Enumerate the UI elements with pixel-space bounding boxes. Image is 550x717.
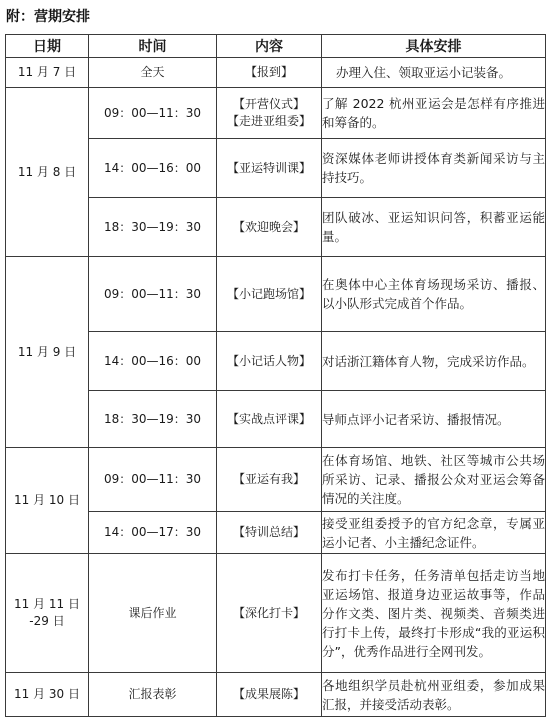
content-cell [217, 257, 322, 332]
date-cell [6, 448, 89, 554]
content-text: 【小记话人物】 [226, 353, 311, 368]
content-cell [217, 554, 322, 673]
date-cell [6, 257, 89, 448]
time-cell: 全天 [89, 58, 217, 88]
time-cell: 18：30—19：30 [89, 198, 217, 257]
detail-cell: 团队破冰、亚运知识问答，积蓄亚运能量。 [322, 198, 546, 257]
content-cell [217, 391, 322, 448]
content-text: 【开营仪式】 [232, 97, 305, 111]
table-row [6, 448, 546, 512]
content-text: 【小记跑场馆】 [226, 286, 311, 301]
date-cell [6, 554, 89, 673]
table-row [6, 88, 546, 139]
time-cell: 18：30—19：30 [89, 391, 217, 448]
date-text: -29 日 [29, 614, 65, 628]
detail-cell: 导师点评小记者采访、播报情况。 [322, 391, 546, 448]
detail-cell: 在奥体中心主体育场现场采访、播报、以小队形式完成首个作品。 [322, 257, 546, 332]
content-text: 【深化打卡】 [232, 605, 305, 620]
page-heading: 附：营期安排 [6, 9, 90, 25]
content-cell [217, 88, 322, 139]
content-text: 【实战点评课】 [226, 411, 311, 426]
time-cell: 课后作业 [89, 554, 217, 673]
date-text: 11 月 8 日 [17, 164, 77, 179]
content-cell [217, 198, 322, 257]
time-cell: 09：00—11：30 [89, 88, 217, 139]
content-cell [217, 673, 322, 717]
date-cell [6, 58, 89, 88]
date-text: 11 月 30 日 [14, 687, 80, 701]
date-cell [6, 88, 89, 257]
column-header-content: 内容 [217, 35, 322, 58]
content-text: 【亚运有我】 [232, 472, 305, 486]
content-cell [217, 448, 322, 512]
content-text: 【特训总结】 [232, 525, 305, 539]
table-row [6, 554, 546, 673]
date-cell [6, 673, 89, 717]
time-cell: 汇报表彰 [89, 673, 217, 717]
table-row [6, 58, 546, 88]
content-cell [217, 58, 322, 88]
content-text: 【报到】 [244, 65, 293, 79]
time-cell: 14：00—16：00 [89, 332, 217, 391]
content-text: 【走进亚组委】 [226, 114, 311, 128]
column-header-date: 日期 [6, 35, 89, 58]
detail-cell: 了解 2022 杭州亚运会是怎样有序推进和筹备的。 [322, 88, 546, 139]
date-text: 11 月 7 日 [17, 65, 77, 79]
table-row [6, 673, 546, 717]
date-text: 11 月 11 日 [14, 597, 80, 611]
detail-cell: 办理入住、领取亚运小记装备。 [322, 58, 546, 88]
header-row [6, 35, 546, 58]
content-text: 【成果展陈】 [232, 687, 305, 701]
content-cell [217, 139, 322, 198]
detail-cell: 资深媒体老师讲授体育类新闻采访与主持技巧。 [322, 139, 546, 198]
time-cell: 09：00—11：30 [89, 448, 217, 512]
content-cell [217, 512, 322, 554]
detail-cell: 发布打卡任务，任务清单包括走访当地亚运场馆、报道身边亚运故事等，作品分作文类、图片类、视频类、音频类进行打卡上传，最终打卡形成“我的亚运积分”，优秀作品进行全网刊发。 [322, 554, 546, 673]
time-cell: 14：00—16：00 [89, 139, 217, 198]
detail-cell: 对话浙江籍体育人物，完成采访作品。 [322, 332, 546, 391]
date-text: 11 月 9 日 [17, 344, 77, 359]
content-text: 【亚运特训课】 [226, 160, 311, 175]
time-cell: 09：00—11：30 [89, 257, 217, 332]
date-text: 11 月 10 日 [14, 493, 80, 507]
detail-cell: 在体育场馆、地铁、社区等城市公共场所采访、记录、播报公众对亚运会筹备情况的关注度。 [322, 448, 546, 512]
schedule-table [5, 34, 546, 717]
table-row [6, 257, 546, 332]
column-header-detail: 具体安排 [322, 35, 546, 58]
column-header-time: 时间 [89, 35, 217, 58]
detail-cell: 接受亚组委授予的官方纪念章，专属亚运小记者、小主播纪念证件。 [322, 512, 546, 554]
content-text: 【欢迎晚会】 [232, 219, 305, 234]
content-cell [217, 332, 322, 391]
time-cell: 14：00—17：30 [89, 512, 217, 554]
detail-cell: 各地组织学员赴杭州亚组委，参加成果汇报，并接受活动表彰。 [322, 673, 546, 717]
